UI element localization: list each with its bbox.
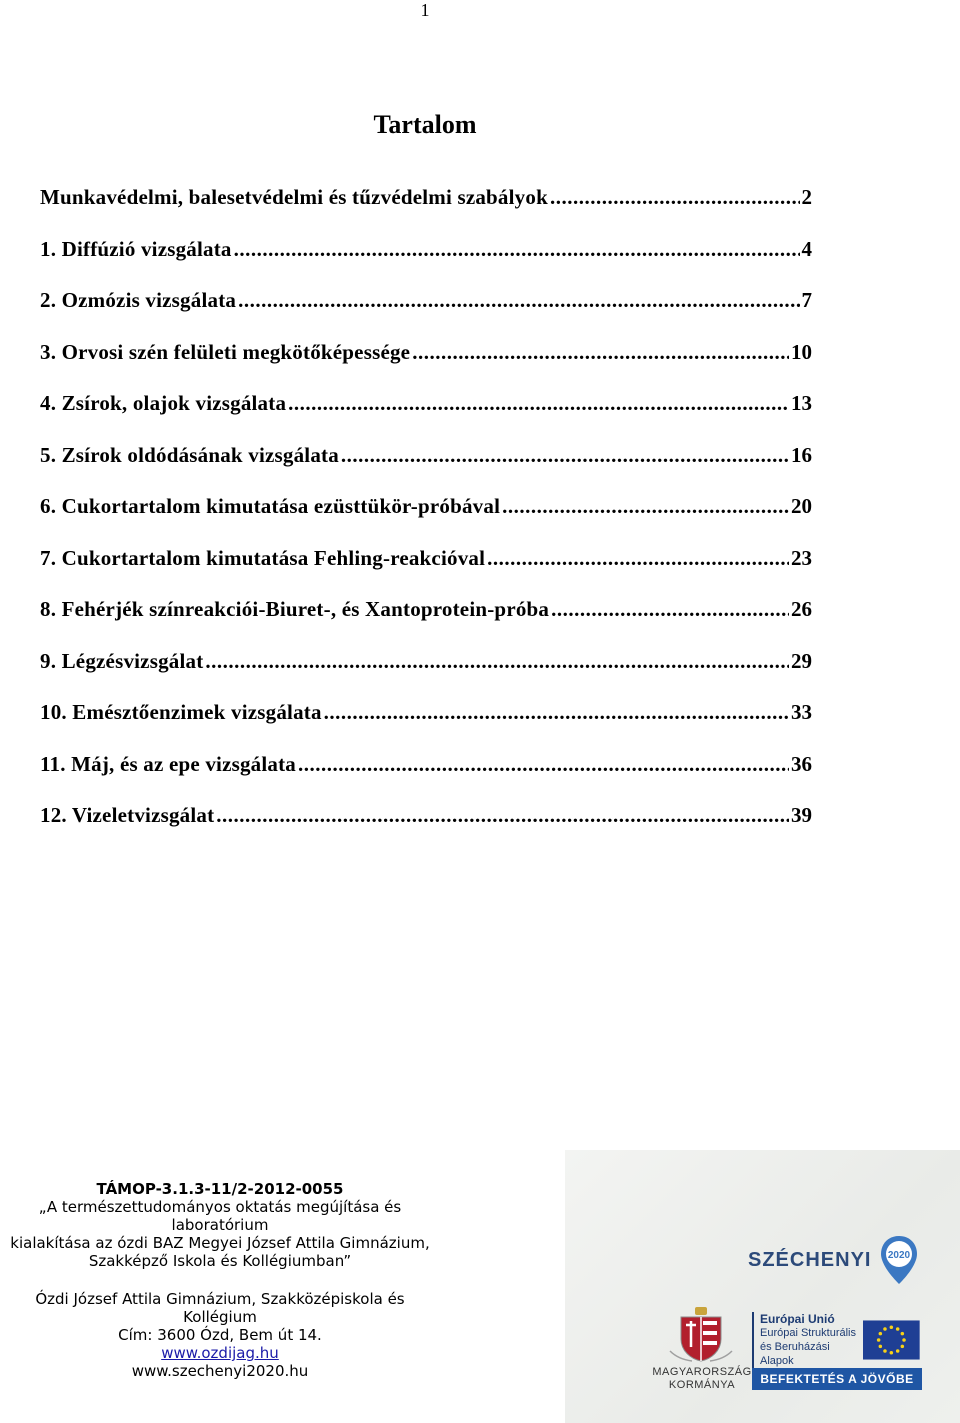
- toc-entry-title: 6. Cukortartalom kimutatása ezüsttükör-próbával: [40, 494, 501, 518]
- szechenyi-pin-icon: [879, 1234, 919, 1286]
- toc-entry[interactable]: [40, 229, 812, 281]
- government-label-line-1: MAGYARORSZÁG: [652, 1366, 752, 1378]
- eu-logo: [752, 1312, 920, 1367]
- toc-entry[interactable]: [40, 280, 812, 332]
- project-title-line-1: „A természettudományos oktatás megújítása és laboratórium: [38, 1198, 402, 1234]
- school-address: Cím: 3600 Ózd, Bem út 14.: [118, 1326, 322, 1344]
- toc-entry-title: 9. Légzésvizsgálat: [40, 648, 204, 673]
- toc-entry-title: 2. Ozmózis vizsgálata: [40, 288, 237, 312]
- toc-entry-title: 10. Emésztőenzimek vizsgálata: [40, 700, 322, 724]
- toc-entry-page: 20: [791, 494, 812, 518]
- toc-entry-title: 7. Cukortartalom kimutatása Fehling-reakcióval: [40, 545, 486, 570]
- toc-entry-title: 12. Vizeletvizsgálat: [40, 803, 215, 827]
- toc-entry[interactable]: [40, 589, 812, 641]
- toc-entry[interactable]: [40, 177, 812, 229]
- toc-dot-leader: [234, 229, 800, 269]
- toc-entry[interactable]: [40, 486, 812, 538]
- project-code: TÁMOP-3.1.3-11/2-2012-0055: [96, 1180, 344, 1198]
- toc-dot-leader: [205, 641, 789, 681]
- szechenyi-year: 2020: [888, 1250, 911, 1261]
- toc-entry-page: 36: [791, 751, 812, 776]
- eu-flag-star: [884, 1327, 888, 1331]
- hungarian-crest-icon: [668, 1305, 734, 1363]
- szechenyi-wordmark: SZÉCHENYI: [748, 1248, 872, 1271]
- toc-dot-leader: [324, 692, 789, 732]
- eu-line-2: Európai Strukturális: [760, 1327, 856, 1339]
- school-name-line-2: Kollégium: [183, 1308, 257, 1326]
- toc-dot-leader: [502, 486, 789, 526]
- toc-dot-leader: [550, 177, 800, 217]
- toc-dot-leader: [288, 383, 789, 423]
- eu-flag-star: [890, 1326, 894, 1330]
- eu-flag-star: [901, 1332, 905, 1336]
- eu-text: [752, 1312, 863, 1368]
- eu-flag-star: [877, 1338, 881, 1342]
- toc-entry[interactable]: [40, 641, 812, 693]
- toc-dot-leader: [238, 280, 799, 320]
- toc-dot-leader: [216, 795, 789, 835]
- toc-entry[interactable]: [40, 538, 812, 590]
- toc-entry-page: 39: [791, 803, 812, 827]
- toc-entry-page: 33: [791, 700, 812, 724]
- investing-in-future-banner: BEFEKTETÉS A JÖVŐBE: [752, 1368, 922, 1390]
- toc-entry-page: 29: [791, 648, 812, 673]
- toc-entry[interactable]: [40, 332, 812, 384]
- toc-entry[interactable]: [40, 383, 812, 435]
- toc-entry[interactable]: [40, 744, 812, 796]
- eu-flag-star: [896, 1349, 900, 1353]
- eu-flag-star: [901, 1345, 905, 1349]
- toc-entry-page: 10: [791, 339, 812, 364]
- toc-dot-leader: [412, 332, 789, 372]
- toc-dot-leader: [341, 435, 789, 475]
- toc-entry-page: 2: [801, 185, 812, 209]
- eu-flag-star: [879, 1332, 883, 1336]
- eu-line-1: Európai Unió: [760, 1312, 835, 1326]
- toc-entry-title: 1. Diffúzió vizsgálata: [40, 236, 232, 261]
- toc-dot-leader: [551, 589, 789, 629]
- toc-entry-title: Munkavédelmi, balesetvédelmi és tűzvédelmi szabályok: [40, 185, 548, 209]
- toc-entry[interactable]: [40, 692, 812, 744]
- toc-entry-title: 4. Zsírok, olajok vizsgálata: [40, 391, 287, 415]
- project-title-line-3: Szakképző Iskola és Kollégiumban”: [88, 1252, 352, 1270]
- toc-entry-page: 7: [801, 288, 812, 312]
- toc-dot-leader: [298, 744, 789, 784]
- toc-entry[interactable]: [40, 795, 812, 847]
- eu-flag-star: [896, 1327, 900, 1331]
- szechenyi-website: www.szechenyi2020.hu: [131, 1362, 309, 1380]
- eu-flag-star: [890, 1351, 894, 1355]
- eu-line-3: és Beruházási Alapok: [760, 1341, 830, 1367]
- eu-flag-star: [879, 1345, 883, 1349]
- toc-dot-leader: [487, 538, 789, 578]
- project-title-line-2: kialakítása az ózdi BAZ Megyei József Attila Gimnázium,: [10, 1234, 430, 1252]
- toc-entry[interactable]: [40, 435, 812, 487]
- szechenyi-2020-logo: [748, 1240, 919, 1280]
- toc-entry-title: 8. Fehérjék színreakciói-Biuret-, és Xantoprotein-próba: [40, 597, 550, 621]
- toc-entry-title: 3. Orvosi szén felületi megkötőképessége: [40, 339, 411, 364]
- eu-flag-star: [884, 1349, 888, 1353]
- toc-entry-page: 23: [791, 545, 812, 570]
- school-name-line-1: Ózdi József Attila Gimnázium, Szakközépiskola és: [35, 1290, 405, 1308]
- page-number: 1: [420, 0, 430, 20]
- toc-entry-page: 4: [801, 236, 812, 261]
- eu-flag-icon: [863, 1320, 920, 1360]
- toc-entry-title: 11. Máj, és az epe vizsgálata: [40, 751, 296, 776]
- toc-entry-page: 26: [791, 597, 812, 621]
- government-label-line-2: KORMÁNYA: [668, 1379, 736, 1391]
- eu-flag-star: [903, 1338, 907, 1342]
- toc-entry-page: 16: [791, 442, 812, 467]
- school-website-link[interactable]: www.ozdijag.hu: [161, 1344, 279, 1362]
- toc-entry-title: 5. Zsírok oldódásának vizsgálata: [40, 442, 339, 467]
- table-of-contents: [40, 177, 812, 847]
- footer-text-block: [0, 1180, 440, 1380]
- toc-title: Tartalom: [373, 110, 477, 139]
- government-label: [652, 1366, 752, 1392]
- toc-entry-page: 13: [791, 391, 812, 415]
